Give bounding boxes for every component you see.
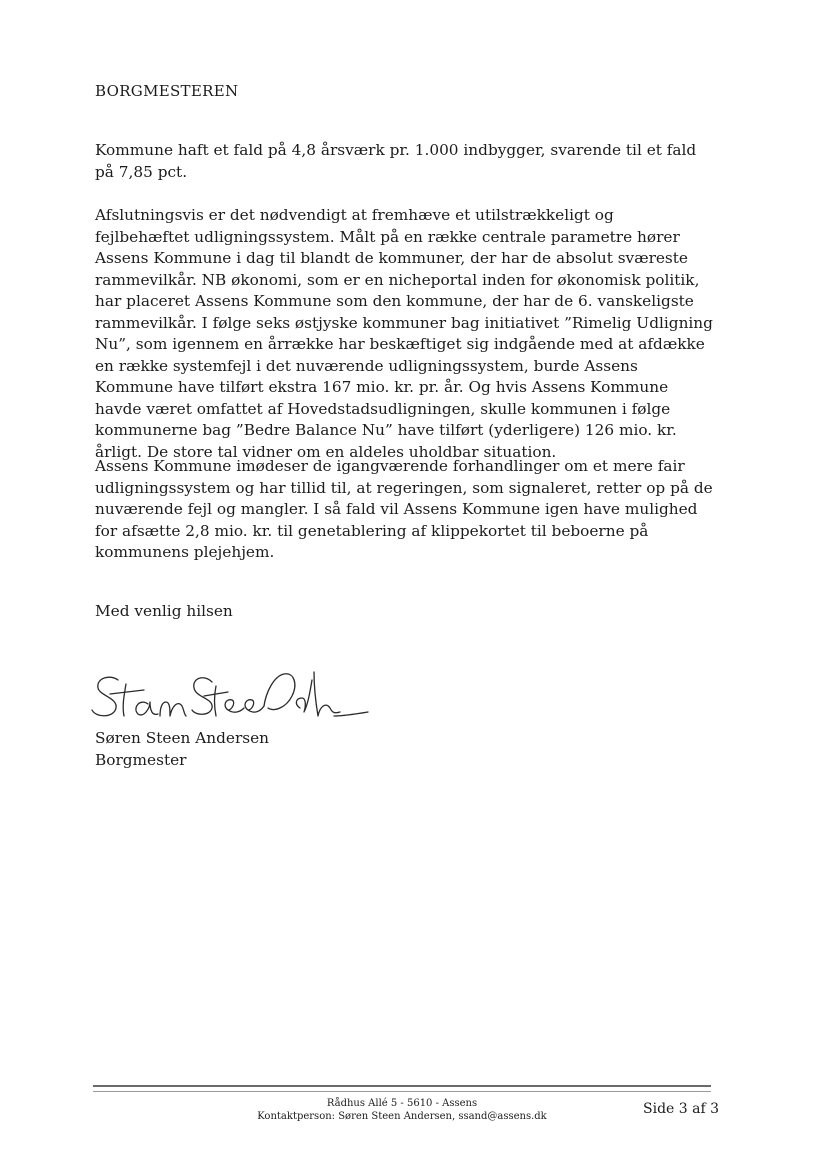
signer-title: Borgmester (95, 750, 187, 769)
page-number: Side 3 af 3 (643, 1101, 720, 1117)
footer-contact: Kontaktperson: Søren Steen Andersen, ssand@assens.dk (257, 1111, 547, 1122)
paragraph-2: Afslutningsvis er det nødvendigt at fremhæve et utilstrækkeligt og fejlbehæftet udligningssystem. Målt på en række centrale parametre hører Assens Kommune i dag til blandt de kommuner, der har de absolut sværeste rammevilkår. NB økonomi, som er en nicheportal inden for økonomisk politik, har placeret Assens Kommune som den kommune, der har de 6. vanskeligste rammevilkår. I følge seks østjyske kommuner bag initiativet ”Rimelig Udligning Nu”, som igennem en årrække har beskæftiget sig indgående med at afdække en række systemfejl i det nuværende udligningssystem, burde Assens Kommune have tilført ekstra 167 mio. kr. pr. år. Og hvis Assens Kommune havde været omfattet af Hovedstadsudligningen, skulle kommunen i følge kommunerne bag ”Bedre Balance Nu” have tilført (yderligere) 126 mio. kr. årligt. De store tal vidner om en aldeles uholdbar situation. (95, 206, 713, 461)
handwritten-signature (88, 664, 373, 730)
letterhead-title: BORGMESTEREN (95, 82, 239, 100)
signer-block (95, 728, 269, 771)
footer-info (240, 1097, 564, 1123)
footer-address: Rådhus Allé 5 - 5610 - Assens (326, 1098, 478, 1109)
closing-salutation: Med venlig hilsen (95, 602, 233, 620)
paragraph-3: Assens Kommune imødeser de igangværende forhandlinger om et mere fair udligningssystem og har tillid til, at regeringen, som signaleret, retter op på de nuværende fejl og mangler. I så fald vil Assens Kommune igen have mulighed for afsætte 2,8 mio. kr. til genetablering af klippekortet til beboerne på kommunens plejehjem. (95, 457, 713, 561)
footer-divider (93, 1085, 711, 1092)
signer-name: Søren Steen Andersen (95, 729, 270, 747)
paragraph-1: Kommune haft et fald på 4,8 årsværk pr. 1.000 indbygger, svarende til et fald på 7,85 pct. (95, 141, 697, 181)
